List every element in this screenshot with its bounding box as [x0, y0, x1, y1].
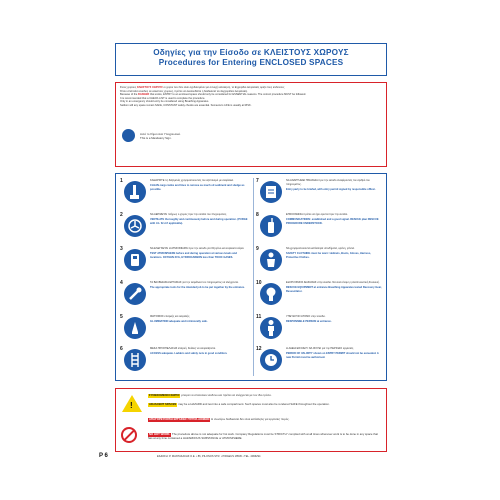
step-12: [256, 346, 386, 379]
step-text-greek: ΕΞΟΠΛΙΣΜΟΣ ΔΙΑΣΩΣΗΣ στην είσοδο. Να είναι έτοιμη η Αναπνευστική Συσκευή.: [286, 281, 380, 284]
warning-hotwork-english: [148, 433, 382, 440]
step-text-english: COMMUNICATIONS: established and a good signal. RESCUE plan RESCUE PROCEDURE UNDERSTOOD.: [286, 218, 379, 225]
step-text-english: SAFETY CLOTHING must be worn: Helmets, Boots, Gloves, Harness, Protective Clothes.: [286, 252, 371, 259]
warning-adjacent-greek: [148, 394, 382, 398]
step-text-greek: ΜΕΣΑ ΠΡΟΣΠΕΛΑΣΗΣ επαρκή. Σκάλες να ασφαλίζονται.: [150, 347, 216, 350]
intro-p1-start: Στους χώρους: [120, 86, 137, 89]
mandatory-sign-icon: [122, 129, 135, 142]
step-6: [120, 346, 250, 379]
lamp-icon: [124, 317, 146, 339]
step-9: [256, 246, 386, 279]
sign-code: P 6: [99, 453, 108, 459]
step-number: 2: [120, 212, 123, 218]
step-text-greek: ΤΑ ΒΑΛΒΙΔΑΚΙΑ ΕΡΓΑΣΙΑΣ για την ασφάλεια του πληρώματος να ελέγχονται.: [150, 281, 239, 284]
mandatory-caption: [140, 132, 181, 140]
step-5: [120, 314, 250, 347]
adjacent-english-tag: ADJACENT SPACES: [149, 402, 177, 406]
title-panel: [115, 43, 387, 76]
mandatory-caption-english: This is a Mandatory Sign.: [140, 136, 172, 140]
step-2: [120, 212, 250, 245]
intro-p3-start: Because of the: [120, 93, 139, 97]
step-10: [256, 280, 386, 313]
warning-hotwork-greek: [148, 418, 382, 422]
step-text-greek: ΝΑ χρησιμοποιούνται κατάλληλα υποδήματα, κράνη, γάντια.: [286, 247, 355, 250]
step-number: 12: [256, 346, 262, 352]
warning-panel: [115, 388, 387, 452]
clock-icon: [260, 349, 282, 371]
step-3: [120, 246, 250, 279]
step-text-greek: ΝΑ ΑΕΡΙΖΕΤΑΙ πλήρως ο χώρος πριν την είσοδο του πληρώματος.: [150, 213, 227, 216]
step-number: 9: [256, 246, 259, 252]
ladder-icon: [124, 349, 146, 371]
person-icon: [260, 317, 282, 339]
column-divider: [253, 178, 254, 376]
procedure-sign: [97, 37, 405, 464]
step-text-greek: Η ΑΔΕΙΑ ΕΙΣΟΔΟΥ ΝΑ ΙΣΧΥΕΙ για την ΠΕΡΙΟΔΟ εργασίας.: [286, 347, 354, 350]
step-text-english: Entry party to be briefed, with entry permit signed by responsible officer.: [286, 187, 376, 191]
hotwork-greek-text: Η ανωτέρω διαδικασία δεν είναι κατάλληλη για εργασίες πυρός.: [210, 417, 290, 421]
intro-p2: Όπου απαιτείται είσοδος σε κλειστούς χώρους, πρέπει να ακολουθείται η διαδικασία του Εγχειριδίου Ασφαλείας.: [120, 89, 248, 93]
no-hot-work-icon: [121, 427, 137, 443]
hotwork-english-text: The procedure above is not adequate for hot work. Company Regulations must be STRICTLY complied with at all times whenever work is to be done in any space that has at any time contained a HAZARDOUS SUBSTANCE or ATMOSPHERE.: [148, 432, 378, 440]
adjacent-english-text: may be a HAZARD and test into a safe compartment. Such spaces must also be rendered SAFE throughout the operation.: [177, 402, 330, 406]
warning-adjacent-english: [148, 403, 382, 407]
intro-p3-highlight: DANGER: [138, 93, 150, 97]
step-number: 5: [120, 314, 123, 320]
step-text-english: The appropriate tools for the intended job to be put together by the entrance.: [150, 286, 245, 289]
permit-sign-icon: [260, 181, 282, 203]
step-8: [256, 212, 386, 245]
exclamation-icon: !: [130, 401, 133, 410]
step-text-greek: ΦΩΤΙΣΜΟΣ επαρκής και ασφαλής.: [150, 315, 191, 318]
step-text-greek: ΕΠΙΚΟΙΝΩΝΙΑ πρέπει να έχει οριστεί πριν την είσοδο.: [286, 213, 348, 216]
step-text-greek: ΝΑ ΑΝΑΡΤΗΘΕΙ ΠΙΝΑΚΙΔΑ πριν την είσοδο αναφέροντας τον αριθμό του πληρώματος.: [286, 179, 370, 186]
step-11: [256, 314, 386, 347]
title-english: Procedures for Entering ENCLOSED SPACES: [158, 58, 344, 67]
step-text-english: ILLUMINATION adequate and intrinsically safe.: [150, 320, 208, 323]
intro-p1-highlight: ΚΛΕΙΣΤΟΥΣ ΧΩΡΟΥΣ: [136, 86, 163, 89]
step-1: [120, 178, 250, 211]
step-number: 4: [120, 280, 123, 286]
step-number: 11: [256, 314, 262, 320]
intro-text: [120, 86, 382, 108]
hotwork-greek-tag: ΑΠΑΓΟΡΕΥΟΝΤΑΙ ΕΡΓΑΣΙΕΣ ΠΥΡΟΣ-ΑΙΧΜΩΝ: [149, 417, 210, 421]
step-text-english: TEST ATMOSPHERE before and during operation at various levels and locations. OXYGEN 21%, HYDROCARBON less than TOXIC GASES.: [150, 252, 237, 259]
step-text-english: ACCESS adequate. Ladders and safety nets in good condition.: [150, 352, 228, 355]
intro-p4: It is recommended that a CHECK-LIST is used to complete the procedure.: [120, 96, 206, 100]
publisher-address: ΕΚΔΟΣΗ: Ρ. ΜΑΝΤΑΚΑΚΗΣ Ο.Ε. • 86, PILONOS STR. • PIRAEUS 18536 • TEL. 4096294: [157, 455, 261, 458]
intro-panel: [115, 82, 387, 167]
ventilation-fan-icon: [124, 215, 146, 237]
intro-p3-end: that exists, ENTRY to an enclosed space should only be considered for ESSENTIAL reasons. The correct procedure MUST be followed.: [149, 93, 306, 97]
step-number: 3: [120, 246, 123, 252]
radio-icon: [260, 215, 282, 237]
intro-p5: Only in an emergency should entry be considered using Breathing Apparatus.: [120, 100, 209, 104]
adjacent-greek-tag: ΣΥΝΕΧΟΜΕΝΟΙ ΧΩΡΟΙ: [149, 393, 180, 397]
tools-icon: [124, 283, 146, 305]
intro-p1-end: οι χώροι που δεν είναι σχεδιασμένοι για συνεχή κατοίκηση, το Εγχειρίδιο Ασφαλείας ορίζει τους κινδύνους: [162, 86, 285, 89]
mandatory-caption-greek: Αυτό το Σήμα είναι Υποχρεωτικό.: [140, 132, 181, 136]
adjacent-greek-text: μπορεί να αποτελούν κίνδυνο και πρέπει να ελέγχονται με τον ίδιο τρόπο.: [180, 393, 272, 397]
step-text-english: CLEAN cargo tanks and lines to remove as much oil sediment and sludge as possible.: [150, 184, 245, 191]
step-text-greek: ΚΑΘΑΡΙΣΤΕ τις δεξαμενές χρησιμοποιώντας τον εξοπλισμό με ασφάλεια.: [150, 179, 234, 182]
step-number: 6: [120, 346, 123, 352]
intro-p6: Seldom will any space remain SAFE, CONSTANT safety checks are essential. Someone's LIFE is usually at RISK.: [120, 103, 252, 107]
step-number: 1: [120, 178, 123, 184]
hotwork-english-tag: NO HOT WORK.: [149, 432, 171, 436]
steps-panel: [115, 173, 387, 381]
step-number: 10: [256, 280, 262, 286]
step-number: 7: [256, 178, 259, 184]
title-greek: Οδηγίες για την Είσοδο σε ΚΛΕΙΣΤΟΥΣ ΧΩΡΟΥΣ: [153, 48, 349, 57]
safety-clothing-icon: [260, 249, 282, 271]
step-text-english: VENTILATE thoroughly and continuously before and during operation. (PURGE with I.G. first if applicable).: [150, 218, 248, 225]
step-text-greek: ΥΠΕΥΘΥΝΟ ΑΤΟΜΟ στην είσοδο.: [286, 315, 326, 318]
step-text-greek: ΝΑ ΕΛΕΓΧΕΤΑΙ Η ΑΤΜΟΣΦΑΙΡΑ πριν την είσοδο για Οξυγόνο και εύφλεκτα αέρια.: [150, 247, 245, 250]
step-text-english: RESPONSIBLE PERSON at entrance.: [286, 320, 332, 323]
step-number: 8: [256, 212, 259, 218]
cleaning-icon: [124, 181, 146, 203]
gas-detector-icon: [124, 249, 146, 271]
step-text-english: PERIOD OF VALIDITY shown on ENTRY PERMIT should not be exceeded. A new Permit must be authorised.: [286, 352, 379, 359]
breathing-apparatus-icon: [260, 283, 282, 305]
step-4: [120, 280, 250, 313]
step-7: [256, 178, 386, 211]
step-text-english: RESCUE EQUIPMENT at entrance Breathing Apparatus tested Recovery Gear, Resuscitator.: [286, 286, 382, 293]
